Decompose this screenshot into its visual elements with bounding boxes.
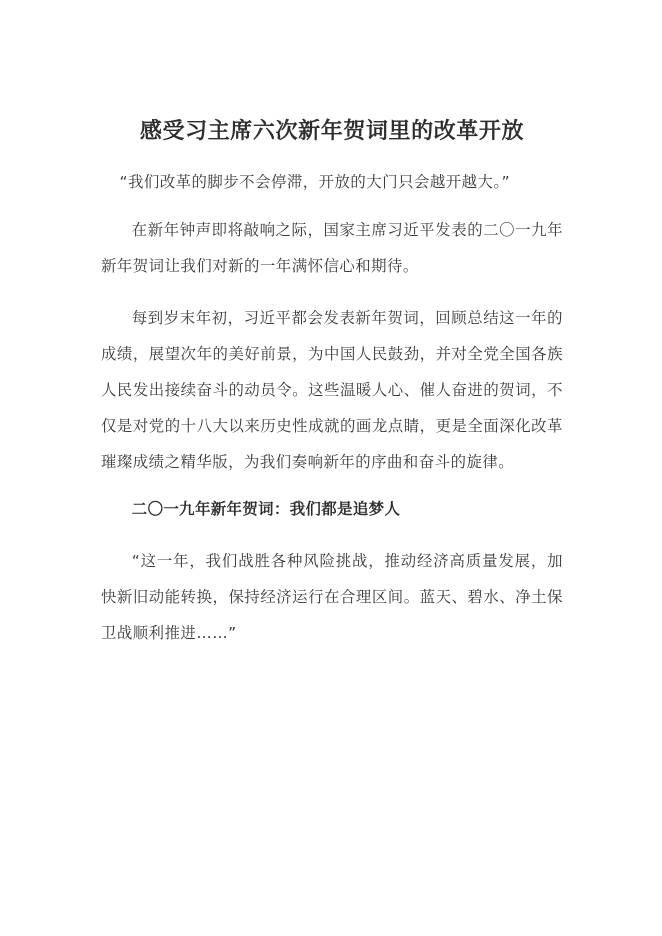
lead-quote: “我们改革的脚步不会停滞，开放的大门只会越开越大。”	[119, 173, 511, 191]
paragraph-intro: 在新年钟声即将敲响之际，国家主席习近平发表的二〇一九年新年贺词让我们对新的一年满怀信心和期待。	[101, 221, 563, 275]
section-heading: 二〇一九年新年贺词：我们都是追梦人	[131, 500, 401, 518]
section-quote: “这一年，我们战胜各种风险挑战，推动经济高质量发展，加快新旧动能转换，保持经济运行在合理区间。蓝天、碧水、净土保卫战顺利推进……”	[101, 552, 563, 642]
document-title: 感受习主席六次新年贺词里的改革开放	[139, 119, 525, 144]
paragraph-summary: 每到岁末年初，习近平都会发表新年贺词，回顾总结这一年的成绩，展望次年的美好前景，为中国人民鼓劲，并对全党全国各族人民发出接续奋斗的动员令。这些温暖人心、催人奋进的贺词，不仅是对党的十八大以来历史性成就的画龙点睛，更是全面深化改革璀璨成绩之精华版，为我们奏响新年的序曲和奋斗的旋律。	[101, 309, 563, 471]
